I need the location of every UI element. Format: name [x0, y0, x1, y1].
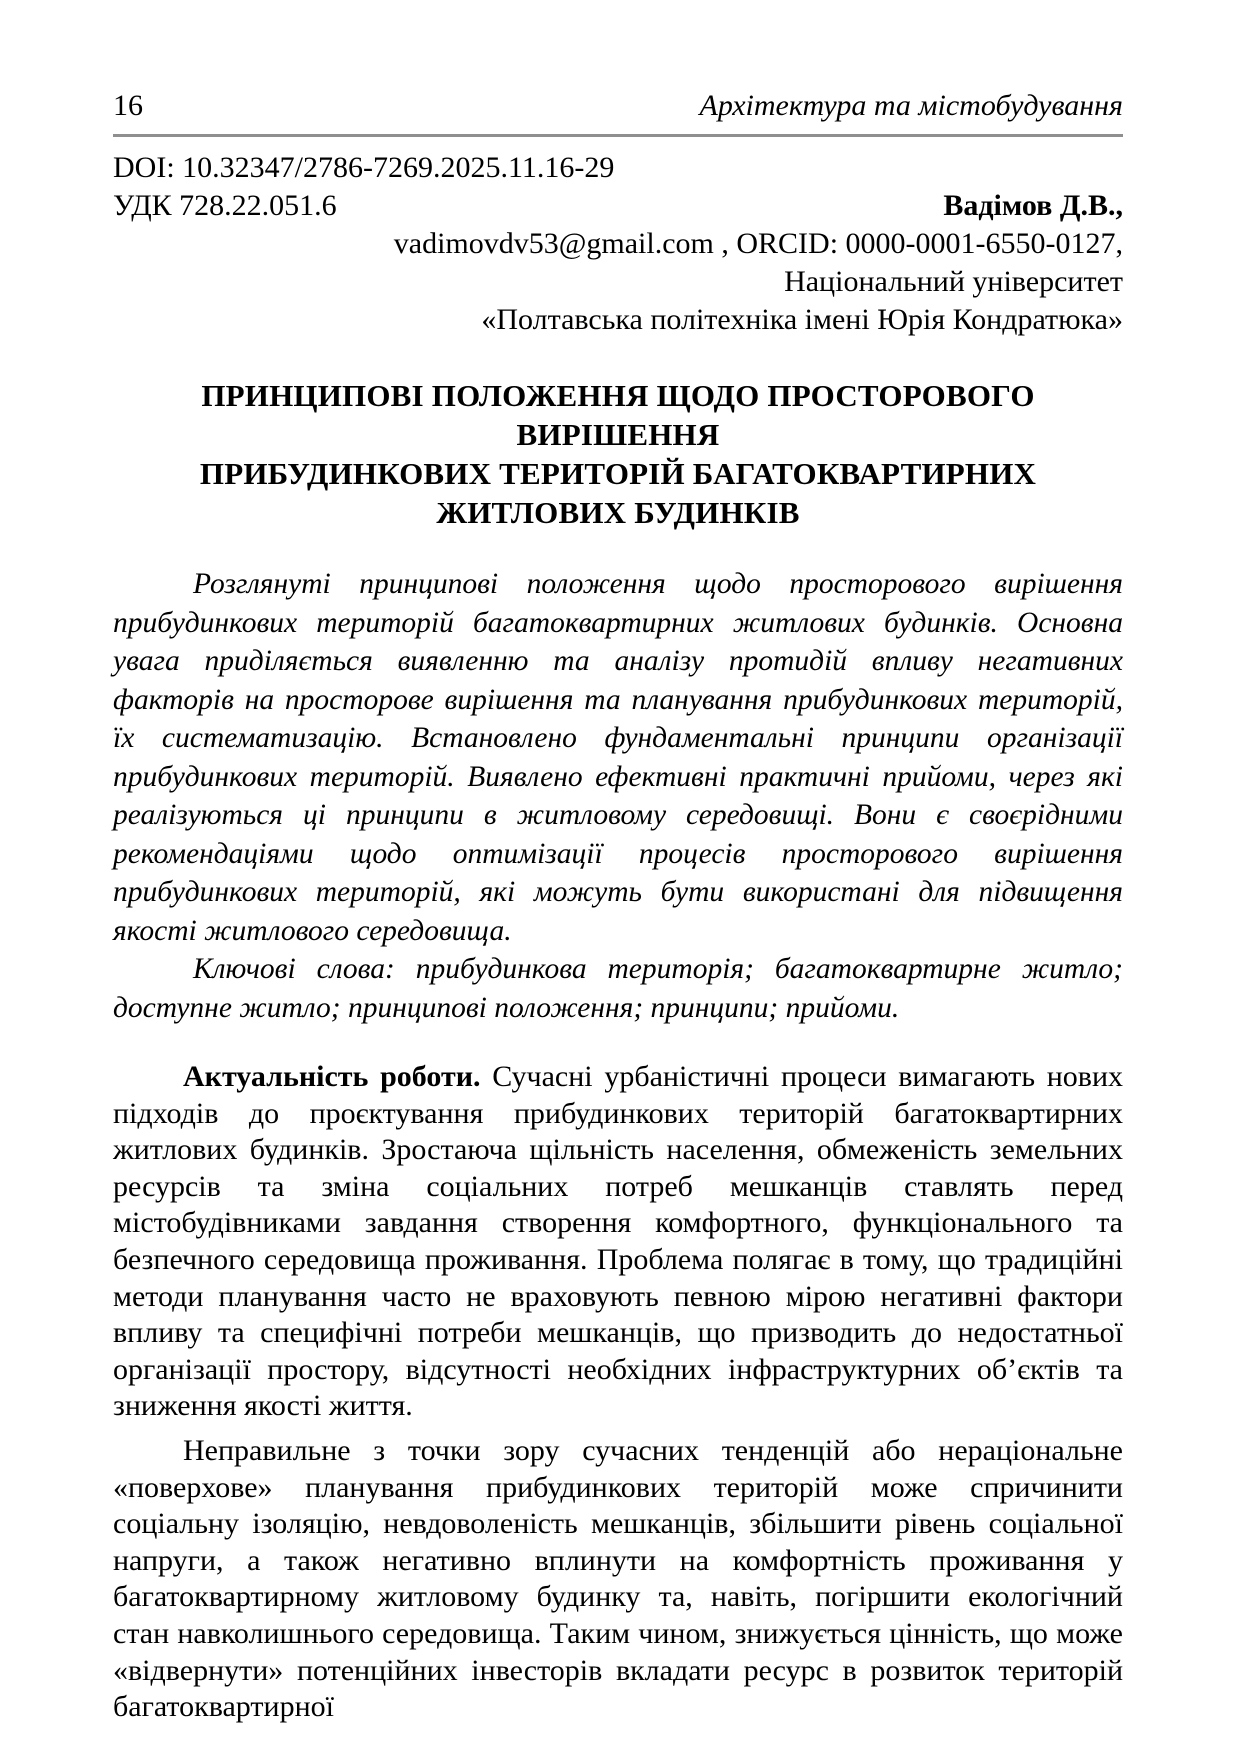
article-title-line-2: ПРИБУДИНКОВИХ ТЕРИТОРІЙ БАГАТОКВАРТИРНИХ — [199, 456, 1037, 491]
body-paragraph-1 — [113, 1059, 1123, 1425]
udc-code: УДК 728.22.051.6 — [113, 189, 337, 222]
keywords-label: Ключові слова: — [193, 953, 395, 985]
author-contact: vadimovdv53@gmail.com , ORCID: 0000-0001-6550-0127, — [393, 227, 1123, 260]
udc-author-line — [113, 187, 1123, 225]
author-name: Вадімов Д.В., — [943, 189, 1123, 222]
abstract-paragraph: Розглянуті принципові положення щодо просторового вирішення прибудинкових територій багатоквартирних житлових будинків. Основна увага приділяється виявленню та аналізу протидій впливу негативних факторів на просторове вирішення та планування прибудинкових територій, їх систематизацію. Встановлено фундаментальні принципи організації прибудинкових територій. Виявлено ефективні практичні прийоми, через які реалізуються ці принципи в житловому середовищі. Вони є своєрідними рекомендаціями щодо оптимізації процесів просторового вирішення прибудинкових територій, які можуть бути використані для підвищення якості житлового середовища. — [113, 568, 1123, 947]
affiliation-line-2: «Полтавська політехніка імені Юрія Кондратюка» — [481, 303, 1123, 336]
doi-line: DOI: 10.32347/2786-7269.2025.11.16-29 — [113, 151, 615, 184]
page-number: 16 — [113, 89, 143, 122]
body-paragraph-2: Неправильне з точки зору сучасних тенденцій або нераціональне «поверхове» планування прибудинкових територій може спричинити соціальну ізоляцію, невдоволеність мешканців, збільшити рівень соціальної напруги, а також негативно вплинути на комфортність проживання у багатоквартирному житловому будинку та, навіть, погіршити екологічний стан навколишнього середовища. Таким чином, знижується цінність, що може «відвернути» потенційних інвесторів вкладати ресурс в розвиток територій багатоквартирної — [113, 1433, 1123, 1724]
article-body — [113, 1059, 1123, 1726]
paragraph-1-text: Сучасні урбаністичні процеси вимагають нових підходів до проєктування прибудинкових територій багатоквартирних житлових будинків. Зростаюча щільність населення, обмеженість земельних ресурсів та зміна соціальних потреб мешканців ставлять перед містобудівниками завдання створення комфортного, функціонального та безпечного середовища проживання. Проблема полягає в тому, що традиційні методи планування часто не враховують певною мірою негативні фактори впливу та специфічні потреби мешканців, що призводить до недостатньої організації простору, відсутності необхідних інфраструктурних об’єктів та зниження якості життя. — [113, 1060, 1123, 1423]
article-meta — [113, 149, 1123, 339]
article-title-line-1: ПРИНЦИПОВІ ПОЛОЖЕННЯ ЩОДО ПРОСТОРОВОГО ВИРІШЕННЯ — [201, 378, 1035, 452]
running-head — [113, 0, 1123, 124]
affiliation-line-1: Національний університет — [784, 265, 1123, 298]
keywords-list: прибудинкова територія; багатоквартирне житло; доступне житло; принципові положення; принципи; прийоми. — [113, 953, 1123, 1024]
paragraph-1-lead: Актуальність роботи. — [183, 1060, 481, 1093]
article-title-line-3: ЖИТЛОВИХ БУДИНКІВ — [436, 495, 800, 530]
journal-title: Архітектура та містобудування — [699, 89, 1123, 122]
article-title — [113, 376, 1123, 532]
abstract-section — [113, 565, 1123, 1027]
keywords-paragraph — [113, 950, 1123, 1027]
header-divider — [113, 134, 1123, 137]
